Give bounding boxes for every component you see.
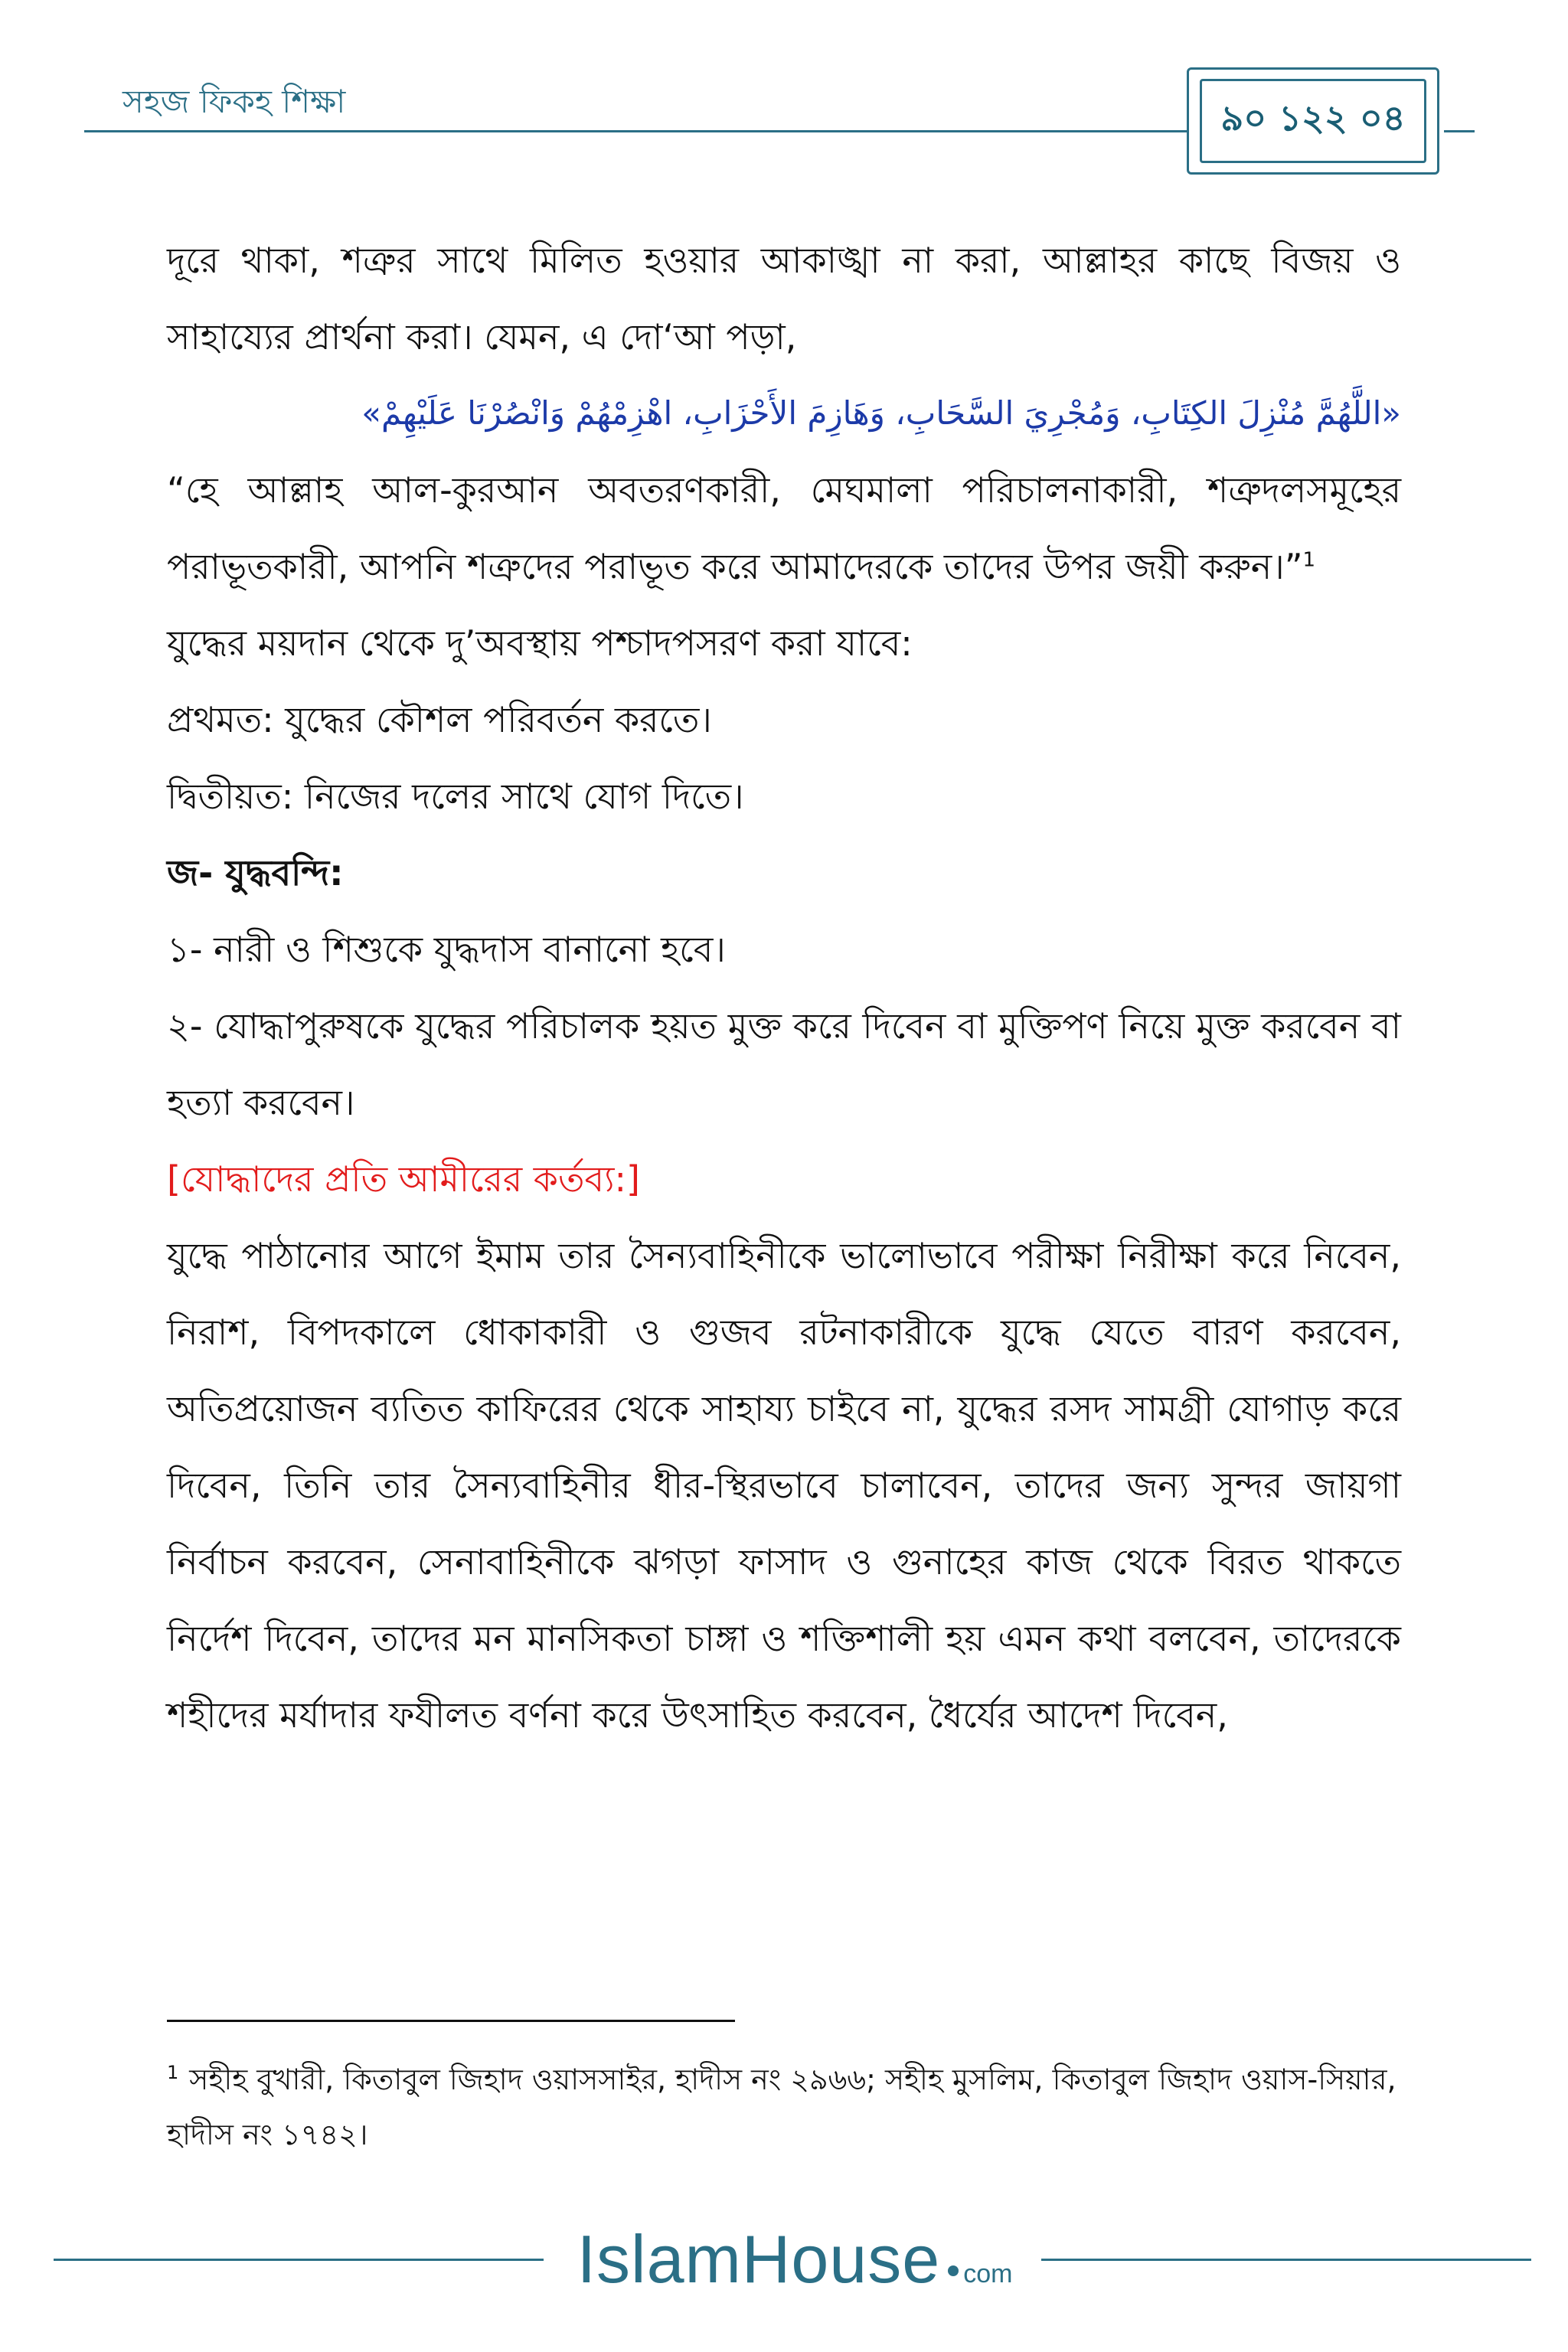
islamhouse-logo — [550, 2220, 1040, 2298]
paragraph-2 — [167, 452, 1401, 605]
list-item-1: ১- নারী ও শিশুকে যুদ্ধদাস বানানো হবে। — [167, 929, 726, 970]
running-header-title: সহজ ফিকহ শিক্ষা — [122, 83, 346, 120]
header-rule-right — [1444, 130, 1475, 132]
footnote-ref: 1 — [1302, 548, 1316, 572]
translation-text: “হে আল্লাহ আল-কুরআন অবতরণকারী, মেঘমালা পরিচালনাকারী, শত্রুদলসমূহের পরাভূতকারী, আপনি শত্রুদের পরাভূত করে আমাদেরকে তাদের উপর জয়ী করুন।” — [167, 469, 1402, 587]
paragraph-1: দূরে থাকা, শত্রুর সাথে মিলিত হওয়ার আকাঙ্খা না করা, আল্লাহর কাছে বিজয় ও সাহায্যের প্রার্থনা করা। যেমন, এ দো‘আ পড়া, — [167, 240, 1401, 358]
list-item-2: ২- যোদ্ধাপুরুষকে যুদ্ধের পরিচালক হয়ত মুক্ত করে দিবেন বা মুক্তিপণ নিয়ে মুক্ত করবেন বা হত্যা করবেন। — [167, 1005, 1401, 1123]
arabic-dua: «اللَّهُمَّ مُنْزِلَ الكِتَابِ، وَمُجْرِيَ السَّحَابِ، وَهَازِمَ الأَحْزَابِ، اهْزِمْهُمْ وَانْصُرْنَا عَلَيْهِمْ» — [361, 394, 1401, 432]
paragraph-4: প্রথমত: যুদ্ধের কৌশল পরিবর্তন করতে। — [167, 699, 712, 740]
paragraph-6: যুদ্ধে পাঠানোর আগে ইমাম তার সৈন্যবাহিনীকে ভালোভাবে পরীক্ষা নিরীক্ষা করে নিবেন, নিরাশ, বিপদকালে ধোকাকারী ও গুজব রটনাকারীকে যুদ্ধে যেতে বারণ করবেন, অতিপ্রয়োজন ব্যতিত কাফিরের থেকে সাহায্য চাইবে না, যুদ্ধের রসদ সামগ্রী যোগাড় করে দিবেন, তিনি তার সৈন্যবাহিনীর ধীর-স্থিরভাবে চালাবেন, তাদের জন্য সুন্দর জায়গা নির্বাচন করবেন, সেনাবাহিনীকে ঝগড়া ফাসাদ ও গুনাহের কাজ থেকে বিরত থাকতে নির্দেশ দিবেন, তাদের মন মানসিকতা চাঙ্গা ও শক্তিশালী হয় এমন কথা বলবেন, তাদেরকে শহীদের মর্যাদার ফযীলত বর্ণনা করে উৎসাহিত করবেন, ধৈর্যের আদেশ দিবেন, — [167, 1235, 1401, 1736]
footnote — [167, 2052, 1401, 2162]
header-rule — [84, 130, 1187, 132]
footer-rule-left — [54, 2259, 544, 2261]
footer-rule-right — [1041, 2259, 1531, 2261]
page-body — [167, 222, 1401, 1753]
section-heading-prisoners: জ- যুদ্ধবন্দি: — [167, 852, 344, 893]
page-number: ৯০ ১২২ ০৪ — [1200, 79, 1426, 163]
logo-suffix: com — [963, 2259, 1013, 2288]
footnote-rule — [167, 2020, 735, 2022]
paragraph-5: দ্বিতীয়ত: নিজের দলের সাথে যোগ দিতে। — [167, 776, 744, 817]
page-number-badge — [1187, 67, 1439, 175]
footnote-number: 1 — [167, 2062, 179, 2084]
footnote-text: সহীহ বুখারী, কিতাবুল জিহাদ ওয়াসসাইর, হাদীস নং ২৯৬৬; সহীহ মুসলিম, কিতাবুল জিহাদ ওয়াস-সিয়ার, হাদীস নং ১৭৪২। — [167, 2063, 1396, 2151]
section-heading-duties: [যোদ্ধাদের প্রতি আমীরের কর্তব্য:] — [167, 1158, 640, 1200]
logo-text: IslamHouse — [577, 2221, 941, 2297]
paragraph-3: যুদ্ধের ময়দান থেকে দু’অবস্থায় পশ্চাদপসরণ করা যাবে: — [167, 622, 913, 664]
logo-dot — [948, 2265, 959, 2276]
